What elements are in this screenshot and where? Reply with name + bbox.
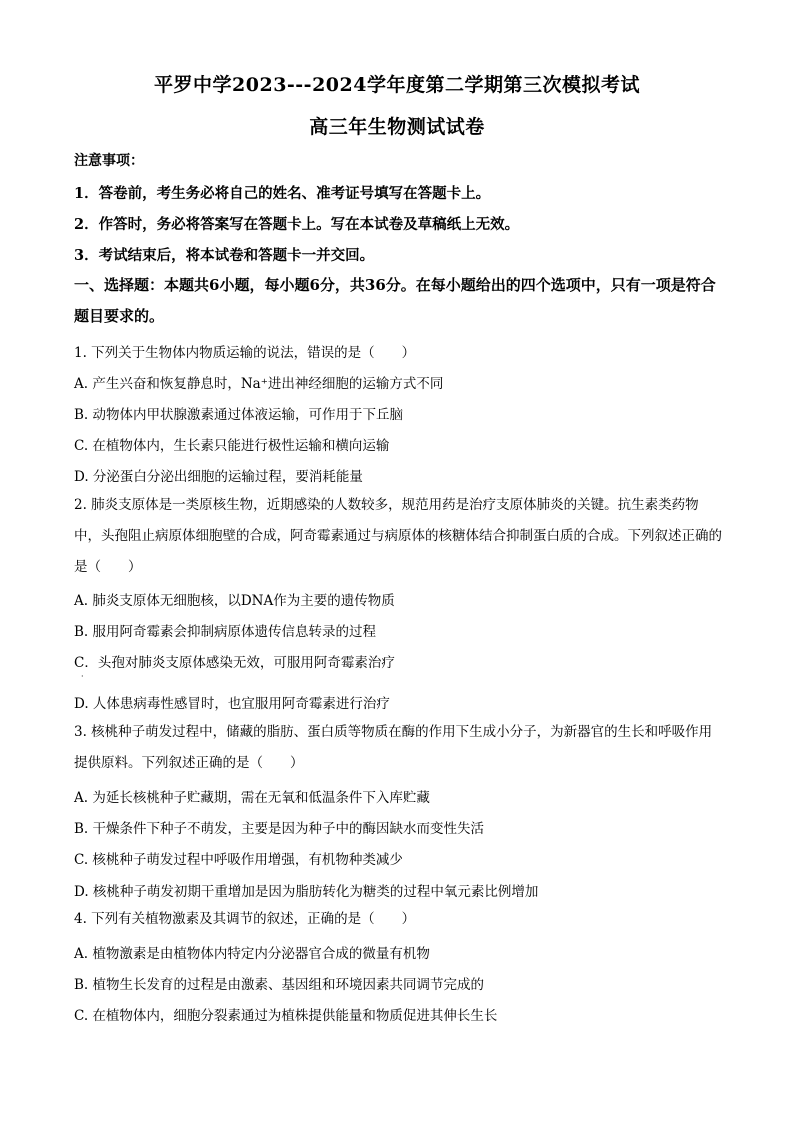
note-item: 3．考试结束后，将本试卷和答题卡一并交回。 (74, 247, 375, 264)
question-stem: 3. 核桃种子萌发过程中，储藏的脂肪、蛋白质等物质在酶的作用下生成小分子，为新器官的生长和呼吸作用提供原料。下列叙述正确的是（ ） (74, 724, 713, 771)
stray-dot-mark: · (81, 672, 84, 681)
question-stem: 4. 下列有关植物激素及其调节的叙述，正确的是（ ） (74, 911, 416, 927)
note-item: 1．答卷前，考生务必将自己的姓名、准考证号填写在答题卡上。 (74, 185, 491, 202)
question-option: A. 为延长核桃种子贮藏期，需在无氧和低温条件下入库贮藏 (74, 790, 430, 806)
question-option: C. 在植物体内，生长素只能进行极性运输和横向运输 (74, 438, 390, 454)
question-option: C. 在植物体内，细胞分裂素通过为植株提供能量和物质促进其伸长生长 (74, 1008, 498, 1024)
note-item: 2．作答时，务必将答案写在答题卡上。写在本试卷及草稿纸上无效。 (74, 216, 520, 233)
question-option: D. 人体患病毒性感冒时，也宜服用阿奇霉素进行治疗 (74, 696, 390, 712)
question-option: D. 核桃种子萌发初期干重增加是因为脂肪转化为糖类的过程中氧元素比例增加 (74, 884, 539, 900)
exam-subtitle: 高三年生物测试试卷 (309, 116, 485, 138)
question-option: A. 植物激素是由植物体内特定内分泌器官合成的微量有机物 (74, 946, 430, 962)
question-option: B. 动物体内甲状腺激素通过体液运输，可作用于下丘脑 (74, 407, 404, 423)
question-option: A. 肺炎支原体无细胞核，以DNA作为主要的遗传物质 (74, 593, 395, 609)
question-option: B. 服用阿奇霉素会抑制病原体遗传信息转录的过程 (74, 624, 377, 640)
question-option: C. 核桃种子萌发过程中呼吸作用增强，有机物种类减少 (74, 852, 403, 868)
question-option: B. 植物生长发育的过程是由激素、基因组和环境因素共同调节完成的 (74, 977, 485, 993)
section-heading: 一、选择题：本题共6小题，每小题6分，共36分。在每小题给出的四个选项中，只有一项是符合题目要求的。 (74, 276, 716, 325)
exam-title: 平罗中学2023---2024学年度第二学期第三次模拟考试 (154, 74, 640, 96)
question-stem: 2. 肺炎支原体是一类原核生物，近期感染的人数较多，规范用药是治疗支原体肺炎的关键。抗生素类药物中，头孢阻止病原体细胞壁的合成，阿奇霉素通过与病原体的核糖体结合抑制蛋白质的合成。下列叙述正确的是（ ） (74, 497, 722, 575)
question-option: A. 产生兴奋和恢复静息时，Na⁺进出神经细胞的运输方式不同 (74, 376, 444, 392)
question-option: B. 干燥条件下种子不萌发，主要是因为种子中的酶因缺水而变性失活 (74, 821, 485, 837)
question-stem: 1. 下列关于生物体内物质运输的说法，错误的是（ ） (74, 345, 416, 361)
notes-heading: 注意事项： (74, 153, 144, 169)
question-option: C．头孢对肺炎支原体感染无效，可服用阿奇霉素治疗 (74, 655, 395, 671)
question-option: D. 分泌蛋白分泌出细胞的运输过程，要消耗能量 (74, 469, 363, 485)
